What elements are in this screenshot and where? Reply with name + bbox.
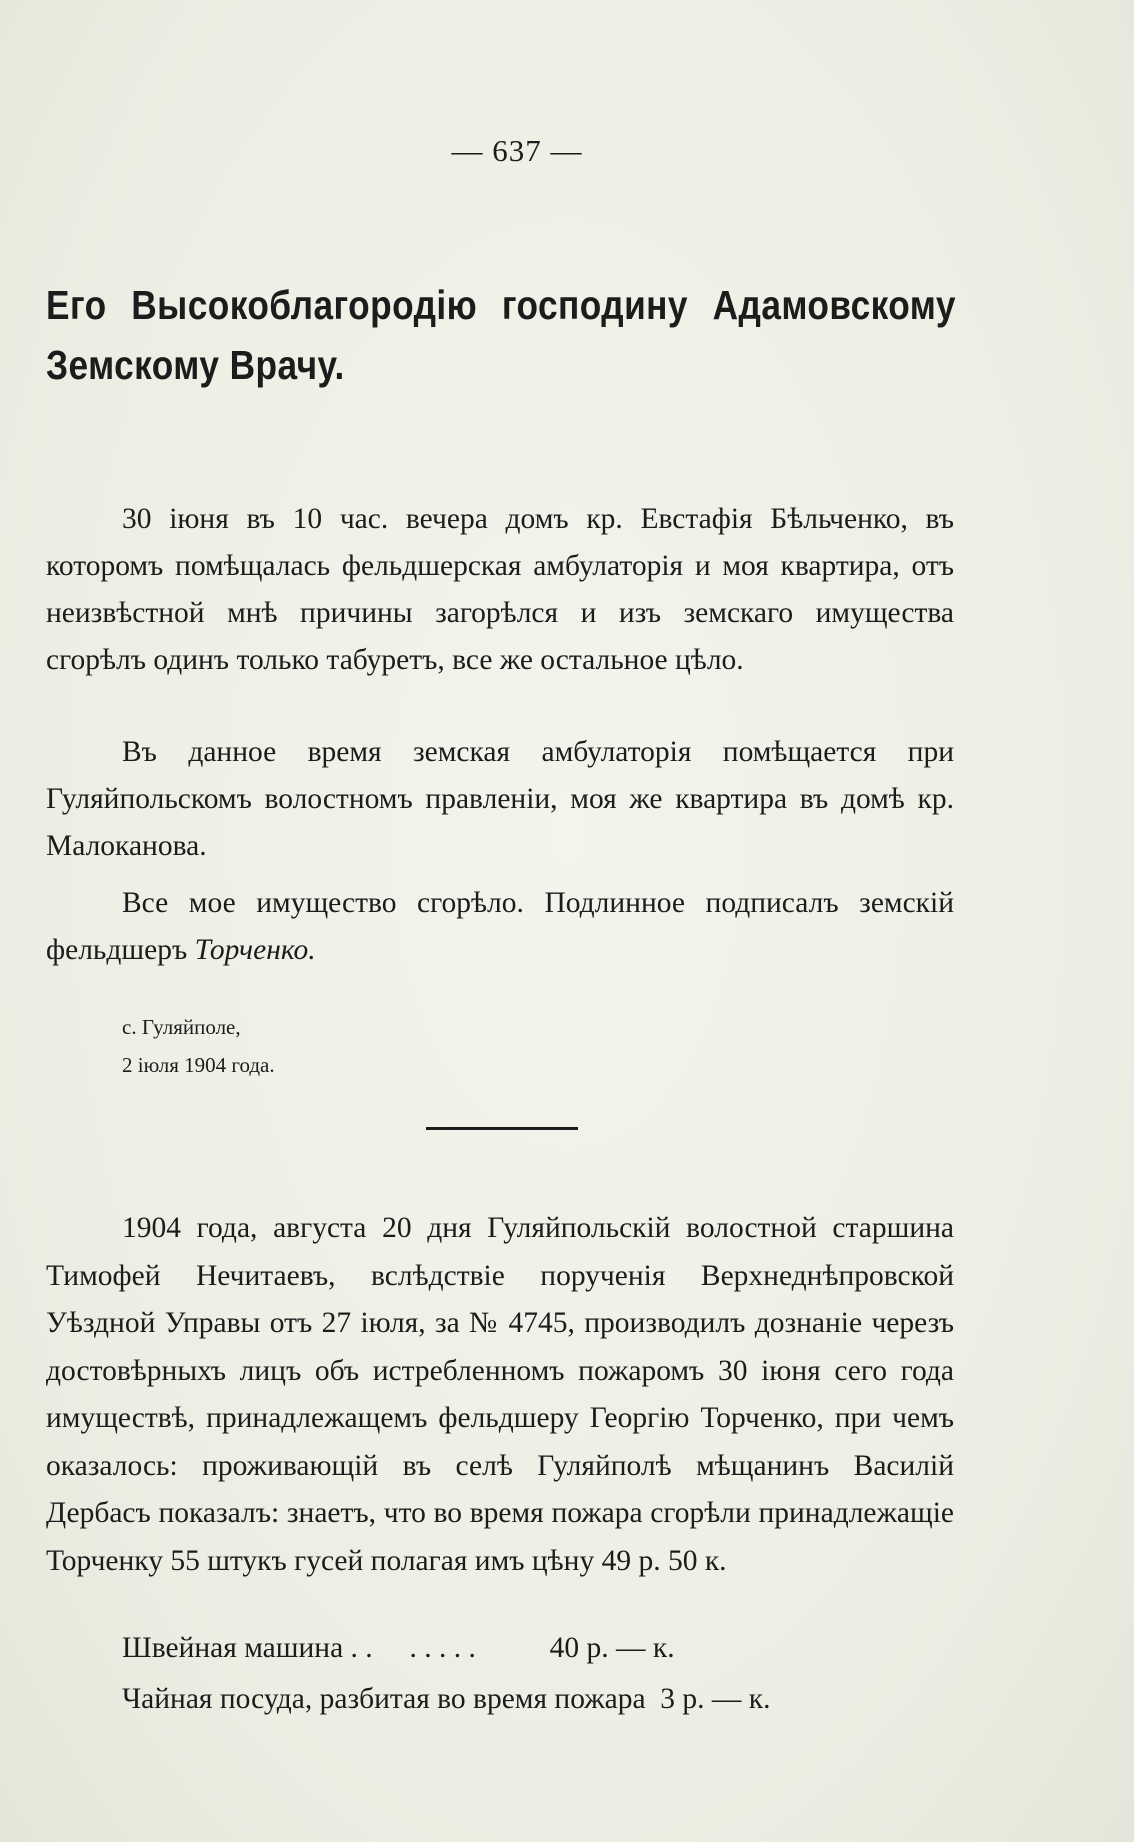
- inventory-item: [122, 1679, 922, 1719]
- letter-paragraph-2: [46, 729, 954, 870]
- inventory-item: [122, 1628, 922, 1668]
- paragraph-text: Все мое имущество сгорѣло. Подлинное подписалъ земскій фельдшеръ: [46, 887, 954, 966]
- signature-name: Торченко.: [194, 934, 316, 966]
- letter-paragraph-3: [46, 880, 954, 974]
- letter-title: Его Высокоблагородію господину Адамовскому Земскому Врачу.: [46, 282, 956, 388]
- item-price: 40 р. — к.: [549, 1632, 675, 1664]
- section-divider: [426, 1127, 578, 1130]
- paragraph-text: 30 іюня въ 10 час. вечера домъ кр. Евстафія Бѣльченко, въ которомъ помѣщалась фельдшерская амбулаторія и моя квартира, отъ неизвѣстной мнѣ причины загорѣлся и изъ земскаго имущества сгорѣлъ одинъ только табуретъ, все же остальное цѣло.: [46, 503, 954, 676]
- place-and-date: [122, 1008, 275, 1084]
- page-number: — 637 —: [451, 133, 583, 168]
- paragraph-text: 1904 года, августа 20 дня Гуляйпольскій волостной старшина Тимофей Нечитаевъ, вслѣдствіе порученія Верхнеднѣпровской Уѣздной Управы отъ 27 іюля, за № 4745, производилъ дознаніе черезъ достовѣрныхъ лицъ объ истребленномъ пожаромъ 30 іюня сего года имуществѣ, принадлежащемъ фельдшеру Георгію Торченко, при чемъ оказалось: проживающій въ селѣ Гуляйполѣ мѣщанинъ Василій Дербасъ показалъ: знаетъ, что во время пожара сгорѣли принадлежащіе Торченку 55 штукъ гусей полагая имъ цѣну 49 р. 50 к.: [46, 1212, 954, 1577]
- paragraph-text: Въ данное время земская амбулаторія помѣщается при Гуляйпольскомъ волостномъ правленіи, моя же квартира въ домѣ кр. Малоканова.: [46, 736, 954, 862]
- item-name: Швейная машина . . . . . . .: [122, 1632, 476, 1664]
- date-line: 2 іюля 1904 года.: [122, 1053, 275, 1077]
- item-name: Чайная посуда, разбитая во время пожара: [122, 1683, 646, 1715]
- place-line: с. Гуляйполе,: [122, 1015, 241, 1039]
- item-price: 3 р. — к.: [660, 1683, 771, 1715]
- letter-paragraph-1: [46, 496, 954, 684]
- report-paragraph-1: [46, 1205, 954, 1585]
